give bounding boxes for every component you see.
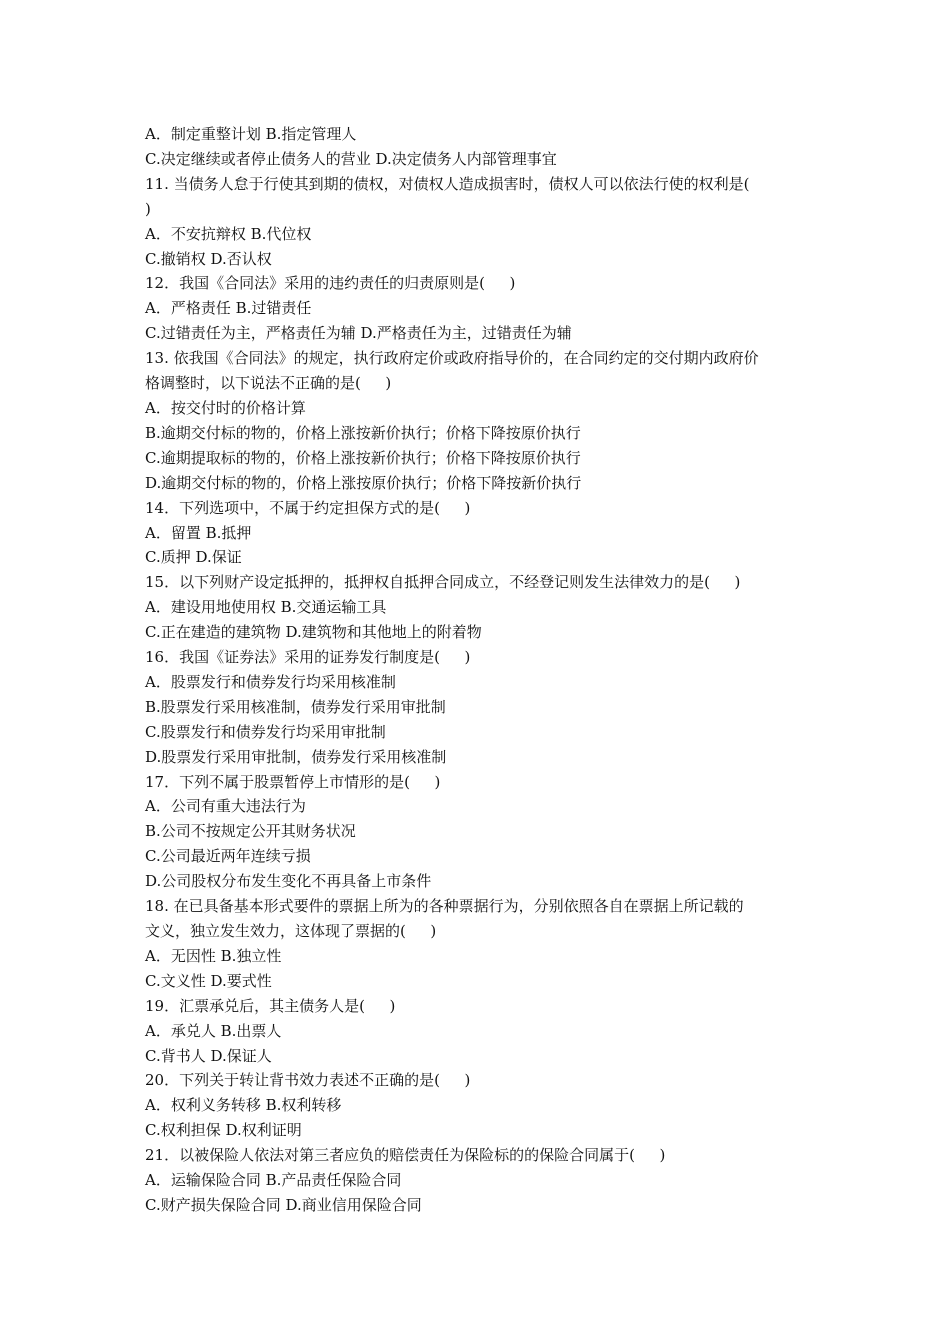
text-line: 格调整时，以下说法不正确的是( ) — [145, 374, 392, 393]
text-line: C.正在建造的建筑物 D.建筑物和其他地上的附着物 — [145, 623, 482, 642]
text-line: A．按交付时的价格计算 — [145, 398, 306, 417]
text-line: C.决定继续或者停止债务人的营业 D.决定债务人内部管理事宜 — [145, 149, 557, 168]
text-line: B.逾期交付标的物的，价格上涨按新价执行；价格下降按原价执行 — [145, 423, 581, 442]
question-20: 20．下列关于转让背书效力表述不正确的是( ) — [145, 1071, 471, 1090]
text-line: ) — [145, 199, 151, 218]
question-16: 16．我国《证券法》采用的证券发行制度是( ) — [145, 648, 471, 667]
text-line: C.质押 D.保证 — [145, 548, 242, 567]
text-line: C.股票发行和债券发行均采用审批制 — [145, 722, 386, 741]
question-17: 17．下列不属于股票暂停上市情形的是( ) — [145, 772, 441, 791]
text-line: C.公司最近两年连续亏损 — [145, 847, 311, 866]
text-line: C.背书人 D.保证人 — [145, 1046, 272, 1065]
text-line: A．严格责任 B.过错责任 — [145, 299, 312, 318]
text-line: C.财产损失保险合同 D.商业信用保险合同 — [145, 1195, 422, 1214]
question-14: 14．下列选项中，不属于约定担保方式的是( ) — [145, 498, 471, 517]
question-21: 21．以被保险人依法对第三者应负的赔偿责任为保险标的的保险合同属于( ) — [145, 1146, 666, 1165]
question-13: 13. 依我国《合同法》的规定，执行政府定价或政府指导价的，在合同约定的交付期内政府价 — [145, 349, 759, 368]
text-line: 文义，独立发生效力，这体现了票据的( ) — [145, 922, 437, 940]
text-line: D.股票发行采用审批制，债券发行采用核准制 — [145, 747, 447, 766]
text-line: C.逾期提取标的物的，价格上涨按新价执行；价格下降按原价执行 — [145, 448, 581, 467]
text-line: C.撤销权 D.否认权 — [145, 249, 272, 268]
question-12: 12．我国《合同法》采用的违约责任的归责原则是( ) — [145, 274, 516, 293]
text-line: A．公司有重大违法行为 — [145, 797, 306, 816]
text-line: B.股票发行采用核准制，债券发行采用审批制 — [145, 697, 446, 716]
text-line: A．建设用地使用权 B.交通运输工具 — [145, 598, 387, 617]
text-line: A．运输保险合同 B.产品责任保险合同 — [145, 1171, 402, 1190]
text-line: C.权利担保 D.权利证明 — [145, 1121, 302, 1140]
document-page — [145, 122, 815, 1218]
text-line: C.文义性 D.要式性 — [145, 971, 272, 990]
text-line: A．留置 B.抵押 — [145, 523, 252, 542]
text-line: A．无因性 B.独立性 — [145, 946, 282, 965]
text-line: A．承兑人 B.出票人 — [145, 1021, 282, 1040]
text-line: A．股票发行和债券发行均采用核准制 — [145, 672, 396, 691]
text-line: A．制定重整计划 B.指定管理人 — [145, 125, 357, 143]
question-19: 19．汇票承兑后，其主债务人是( ) — [145, 996, 396, 1015]
question-11: 11. 当债务人怠于行使其到期的债权，对债权人造成损害时，债权人可以依法行使的权利是( — [145, 174, 750, 193]
question-15: 15．以下列财产设定抵押的，抵押权自抵押合同成立，不经登记则发生法律效力的是( ) — [145, 573, 741, 592]
text-line: D.公司股权分布发生变化不再具备上市条件 — [145, 872, 432, 891]
text-line: C.过错责任为主，严格责任为辅 D.严格责任为主，过错责任为辅 — [145, 324, 572, 343]
text-line: A．不安抗辩权 B.代位权 — [145, 224, 312, 243]
text-line: D.逾期交付标的物的，价格上涨按原价执行；价格下降按新价执行 — [145, 473, 582, 492]
question-18: 18. 在已具备基本形式要件的票据上所为的各种票据行为，分别依照各自在票据上所记载的 — [145, 897, 744, 916]
text-line: B.公司不按规定公开其财务状况 — [145, 822, 356, 841]
text-line: A．权利义务转移 B.权利转移 — [145, 1096, 342, 1115]
